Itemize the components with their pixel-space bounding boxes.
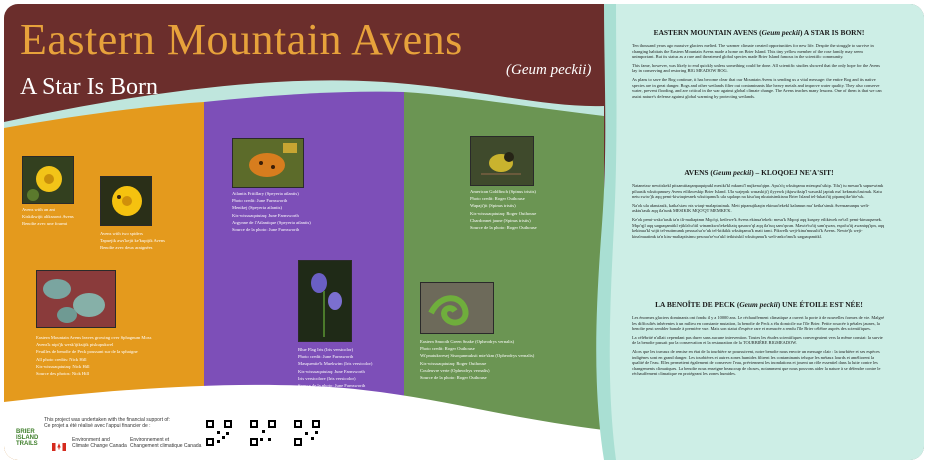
mikmaw-paragraph: Na'ok ula aknutasik, katka'siaw nts wiaqi-malaptasinuk. Mett pipanujikaqtn ekinua'tekekl kalamun ma' ketka'sinuk Avensamanpu welt-asktu'tasik aqq ila'tunk MESIKIK MQO'QT MEMKE'K. — [632, 202, 870, 214]
mikmaw-heading: AVENS (Geum peckii) – KLOQOEJ NE'A'SIT! — [684, 168, 834, 177]
english-heading: EASTERN MOUNTAIN AVENS (Geum peckii) A STAR IS BORN! — [653, 28, 865, 37]
green-snake-photo — [420, 282, 494, 334]
green-snake-caption: Eastern Smooth Green Snake (Opheodrys vernalis) Photo credit: Roger Outhouse Wi'pnatukwesej Sisoqunmuksit mte'skm (Opheodrys vernalis) Kis-wissuaqatutaq: Roger Outhouse Couleuvre verte (Opheodrys vernalis) Source de la photo: Roger Outhouse — [420, 339, 535, 381]
english-paragraph: As plans to save the Bog continue, it has become clear that our Mountain Avens is sending us a vital message: the entire Bog and its native species are in great danger. Bogs and other wetlands filter out contaminants like heavy metals and improve water quality. They also conserve water, prevent flooding, and are critical in the war against global climate change. The Avens teaches many lessons. One of them is that we can assist nature's defense against global warming by protecting wetlands. — [632, 76, 882, 99]
sign-subtitle: A Star Is Born — [20, 74, 158, 100]
avens-spiders-caption: Avens with two spiders Tapuejik aws'kejit ke'kupijik Avens Benoîte avec deux araignées — [100, 231, 165, 251]
eccc-english-label: Environment and Climate Change Canada — [72, 437, 127, 449]
sphagnum-caption: Eastern Mountain Avens leaves growing over Sphagnum Moss Avens'k nipi'jk wesk'ijiksijik piskupukwel Feuilles de benoîte de Peck poussant sur de la sphaigne All photo credits: Nick Hill Kis-wissuaqatutaq: Nick Hill Source des photos: Nick Hill — [36, 335, 152, 377]
fritillary-photo — [232, 138, 304, 188]
avens-spiders-photo — [100, 176, 152, 226]
english-paragraph: Ten thousand years ago massive glaciers melted. The warmer climate created opportunities for new life. Despite the struggle to survive in changing habitats the Eastern Mountain Avens made a home on Brier Island. This tiny yellow member of the rose family may seem unimportant. But its status as a rare and threatened global species made Brier Island famous in the scientific community. — [632, 43, 874, 60]
qr-code-french[interactable] — [292, 418, 322, 448]
french-heading: LA BENOÎTE DE PECK (Geum peckii) UNE ÉTOILE EST NÉE! — [655, 300, 863, 309]
canada-flag-icon — [52, 438, 66, 446]
english-section — [632, 28, 886, 102]
mikmaw-section — [632, 168, 886, 242]
avens-ant-caption: Avens with an ant Kiskikwijit aliksnawt Avens Benoîte avec une fourmi — [22, 207, 74, 227]
funding-statement: This project was undertaken with the financial support of: Ce projet a été réalisé avec l'appui financier de : — [44, 417, 170, 429]
french-paragraph: Alors que les travaux de remise en état de la tourbière se poursuivent, notre benoîte nous envoie un message clair : la tourbière et ses espèces indigènes sont en grand danger. Les tourbières et autres zones humides filtrent les contaminants telsque les métaux lourds et améliorent la qualité de l'eau. Elles permettent également de conserver l'eau, préviennent les inondations et jouent un rôle essentiel dans la lutte contre les changements climatiques. La benoîte nous enseigne beaucoup de choses, notamment que nous pouvons aider la nature à se défendre contre le réchauffement climatique en protégeant les zones humides. — [632, 348, 881, 377]
qr-code-english[interactable] — [204, 418, 234, 448]
eccc-french-label: Environnement et Changement climatique Canada — [130, 437, 202, 449]
sign-latin-name: (Geum peckii) — [506, 62, 592, 78]
goldfinch-photo — [470, 136, 534, 186]
french-section — [632, 300, 886, 380]
brier-island-trails-logo: BRIER ISLAND TRAILS — [16, 429, 39, 447]
qr-code-mikmaw[interactable] — [248, 418, 278, 448]
mikmaw-paragraph: Ke'ok pemi-wsko'tasik ta'n tli-maliaptmn Mqo'qt, ketlewe'k Avens ekinua'tekek: mesu'k Mqoqt aqq kuspey etliktwek ne'ta'l pemi-kimaqsenek. Mqo'qjl aqq saqpaqamitkl ejikla'tu'tiil winamkwa'tekekltaiq qasawo'ql aqq ila'tuq sam'qwan. Mawte'tu'tij sam'qwan, espa'tu'tij awaniqq'ipn, aqq kekinua'kl wijit tel-nuttmumk pesuua'sa'w'uk tel-ktikikk wksitqamu'k mati tami. Pikwelk weji-kina'musulti'k Avens. Newte'jk weji-kina'muatimk ta'n kiss-maliaptisimu pesoua'se'wa'ukl tetkisisktl wksitqamu'k weli-anko'tmu'k saqpaqamitkl. — [632, 216, 885, 239]
fritillary-caption: Atlantis Fritillary (Speyeria atlantis) Photo credit: June Farnsworth Menikej (Speyeria atlantis) Kis-wissuaqatutaq: June Farnsworth Argynne de l'Atlantique (Speyeria atlantis) Source de la photo: June Farnsworth — [232, 191, 311, 233]
mikmaw-paragraph: Nataneiaw newtiskekl pitsamtitaqanpaqutpukl mesiki'kl mkumi'l nujkena'qipn. Apu'a'q wksitqamu mtesqasi'sikip. Tilu'j tu mesuo'k sapuewtmk piluasik wksitqamuey Avens etlikweskip Brier Island. Ula wajepsk wasaskiji'j ilyyewk jikjuwiksip'l wasaskl japtuk ma' kekmatu'tasinuk. Katu netu swiw'jk aqq pemi-kiwiaqtesnek wksitqamu'k ula sqalaqn na kisa'taq nkutaisimkisnu Brier Island tel-lukati'tij pipanujike'tite'wk. — [632, 183, 884, 200]
sphagnum-leaves-photo — [36, 270, 116, 328]
sign-title: Eastern Mountain Avens — [20, 15, 463, 64]
iris-caption: Blue Flag Iris (Iris versicolor) Photo credit: June Farnsworth Masqueniie'k Muekwim (Iris versicolor) Kis-wissuaqatutaq: June Farnsworth Iris versicolore (Iris versicolor) Source de la photo: June Farnsworth — [298, 347, 373, 389]
french-paragraph: La célébrité n'allait cependant pas durer sans aucune intervention. Toutes les études scientifiques convergeaient vers la même constat: la survie de la benoîte passait par la conservation et la restauration de la TOURBIÈRE BIGMEADOW. — [632, 334, 883, 346]
french-paragraph: Les énormes glaciers dominants ont fondu il y a 10000 ans. Le réchauffement climatique a ouvert la porte à de nouvelles formes de vie. Malgré les difficultés inhérentes à un milieu en constante mutation, la benoîte de Peck a élu domicile sur l'île Brier. Petite rosacée à pétales jaunes, la benoîte peut sembler banale à première vue. Mais son statut d'espèce rare et menacée a rendu l'île Brier célèbre auprès des scientifiques. — [632, 315, 885, 332]
sign-frame — [4, 4, 924, 460]
avens-ant-photo — [22, 156, 74, 204]
iris-photo — [298, 260, 352, 342]
english-paragraph: This fame, however, was likely to end quickly unless something could be done. All scientific studies showed that the only hope for the Avens lay in conserving and restoring BIG MEADOW BOG. — [632, 62, 881, 74]
goldfinch-caption: American Goldfinch (Spinus tristis) Photo credit: Roger Outhouse Wapaji'jit (Spinus tristis) Kis-wissuaqatutaq: Roger Outhouse Chardonnet jaune (Spinus tristis) Source de la photo: Roger Outhouse — [470, 189, 537, 231]
